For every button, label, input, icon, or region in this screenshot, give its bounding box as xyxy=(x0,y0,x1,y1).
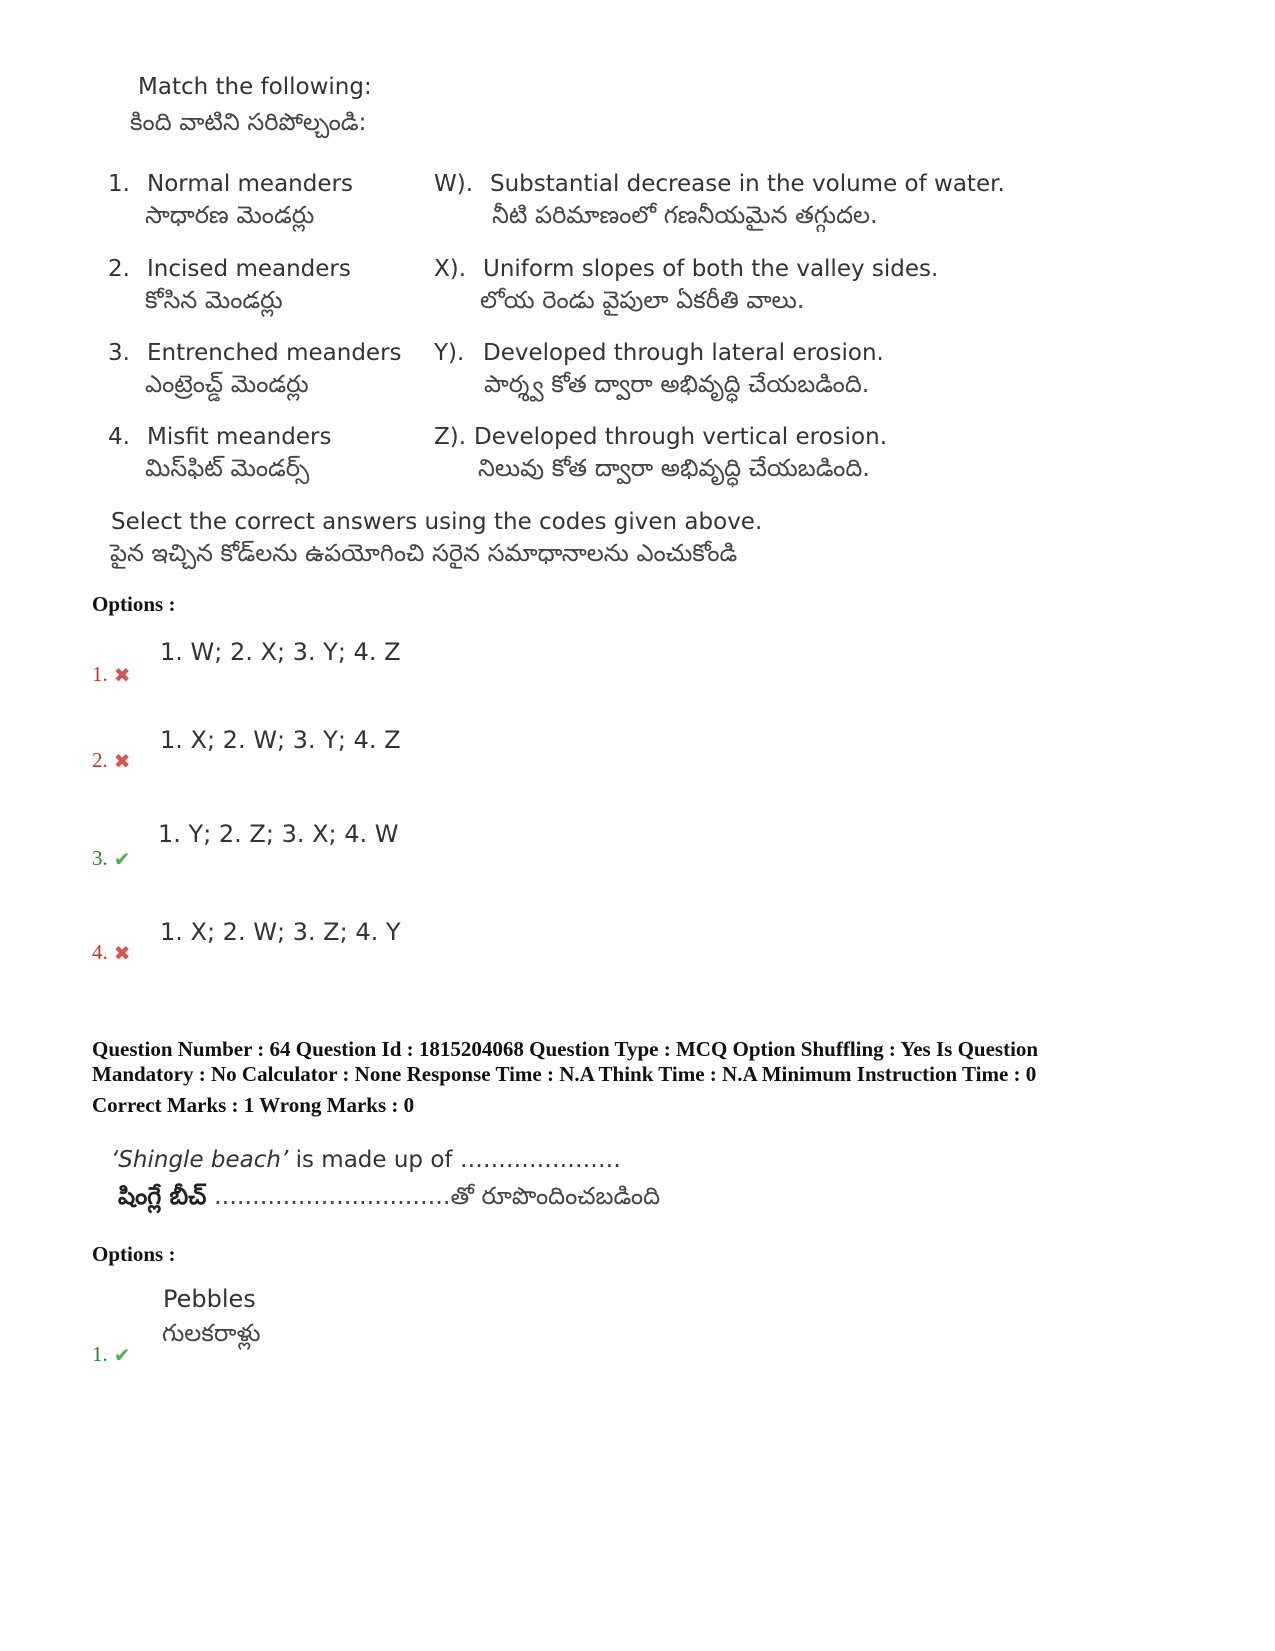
left-item-num: 1. xyxy=(108,171,130,197)
option-number: 3. xyxy=(92,846,108,870)
left-item-num: 4. xyxy=(108,424,130,450)
right-item-key: Y). xyxy=(434,340,465,366)
q64-prompt-term: ‘Shingle beach’ xyxy=(111,1147,289,1173)
option-text: 1. X; 2. W; 3. Y; 4. Z xyxy=(160,726,401,754)
left-item-num: 3. xyxy=(108,340,130,366)
right-item-te: లోయ రెండు వైపులా ఏకరీతి వాలు. xyxy=(480,286,805,314)
left-item-te: కోసిన మెండర్లు xyxy=(145,286,283,314)
left-item-te: ఎంట్రెంచ్డ్ మెండర్లు xyxy=(145,370,309,398)
option-text-en: Pebbles xyxy=(163,1285,256,1313)
q64-prompt-te xyxy=(118,1182,660,1216)
right-item-en: Substantial decrease in the volume of water. xyxy=(490,171,1005,197)
left-item-en: Incised meanders xyxy=(147,256,351,282)
q63-instruction-en: Select the correct answers using the codes given above. xyxy=(111,509,763,535)
option-text: 1. Y; 2. Z; 3. X; 4. W xyxy=(158,820,399,848)
option-marker xyxy=(92,1342,131,1368)
left-item-num: 2. xyxy=(108,256,130,282)
left-item-en: Misfit meanders xyxy=(147,424,332,450)
right-item-te: నిలువు కోత ద్వారా అభివృద్ధి చేయబడింది. xyxy=(478,454,870,482)
left-item-en: Normal meanders xyxy=(147,171,353,197)
q64-meta-line1: Question Number : 64 Question Id : 1815204068 Question Type : MCQ Option Shuffling : Yes Is Question xyxy=(92,1037,1039,1061)
right-item-key: X). xyxy=(434,256,467,282)
q63-instruction-te: పైన ఇచ్చిన కోడ్‌లను ఉపయోగించి సరైన సమాధానాలను ఎంచుకోండి xyxy=(110,539,738,567)
option-marker xyxy=(92,846,131,872)
check-icon: ✔ xyxy=(113,1345,131,1367)
left-item-te: సాధారణ మెండర్లు xyxy=(145,201,315,229)
option-text-te: గులకరాళ్లు xyxy=(162,1319,261,1347)
q63-prompt-te: కింది వాటిని సరిపోల్చండి: xyxy=(130,108,367,136)
option-marker xyxy=(92,662,131,688)
right-item-en: Uniform slopes of both the valley sides. xyxy=(483,256,939,282)
right-item-en: Developed through lateral erosion. xyxy=(483,340,884,366)
q64-meta-line3: Correct Marks : 1 Wrong Marks : 0 xyxy=(92,1093,415,1117)
option-number: 1. xyxy=(92,662,108,686)
cross-icon: ✖ xyxy=(113,665,131,687)
option-number: 1. xyxy=(92,1342,108,1366)
right-item-te: నీటి పరిమాణంలో గణనీయమైన తగ్గుదల. xyxy=(492,201,878,229)
q64-meta-line2: Mandatory : No Calculator : None Response Time : N.A Think Time : N.A Minimum Instruction Time : 0 xyxy=(92,1062,1037,1086)
cross-icon: ✖ xyxy=(113,943,131,965)
right-item-te: పార్శ్వ కోత ద్వారా అభివృద్ధి చేయబడింది. xyxy=(484,370,870,398)
q64-prompt-en xyxy=(111,1147,621,1173)
q64-prompt-rest: is made up of ………………… xyxy=(288,1147,621,1173)
option-number: 4. xyxy=(92,940,108,964)
options-label: Options : xyxy=(92,1242,176,1266)
left-item-en: Entrenched meanders xyxy=(147,340,402,366)
option-number: 2. xyxy=(92,748,108,772)
right-item-en: Developed through vertical erosion. xyxy=(474,424,888,450)
option-text: 1. X; 2. W; 3. Z; 4. Y xyxy=(160,918,401,946)
check-icon: ✔ xyxy=(113,849,131,871)
options-label: Options : xyxy=(92,592,176,616)
left-item-te: మిస్‌ఫిట్ మెండర్స్ xyxy=(145,454,310,482)
option-marker xyxy=(92,940,131,966)
right-item-key: Z). xyxy=(434,424,467,450)
q64-prompt-te-term: షింగ్లే బీచ్ xyxy=(118,1182,207,1210)
option-text: 1. W; 2. X; 3. Y; 4. Z xyxy=(160,638,401,666)
right-item-key: W). xyxy=(434,171,474,197)
option-marker xyxy=(92,748,131,774)
cross-icon: ✖ xyxy=(113,751,131,773)
q64-prompt-te-rest: ...............................తో రూపొందించబడింది xyxy=(206,1182,661,1210)
q63-prompt-en: Match the following: xyxy=(138,74,372,100)
